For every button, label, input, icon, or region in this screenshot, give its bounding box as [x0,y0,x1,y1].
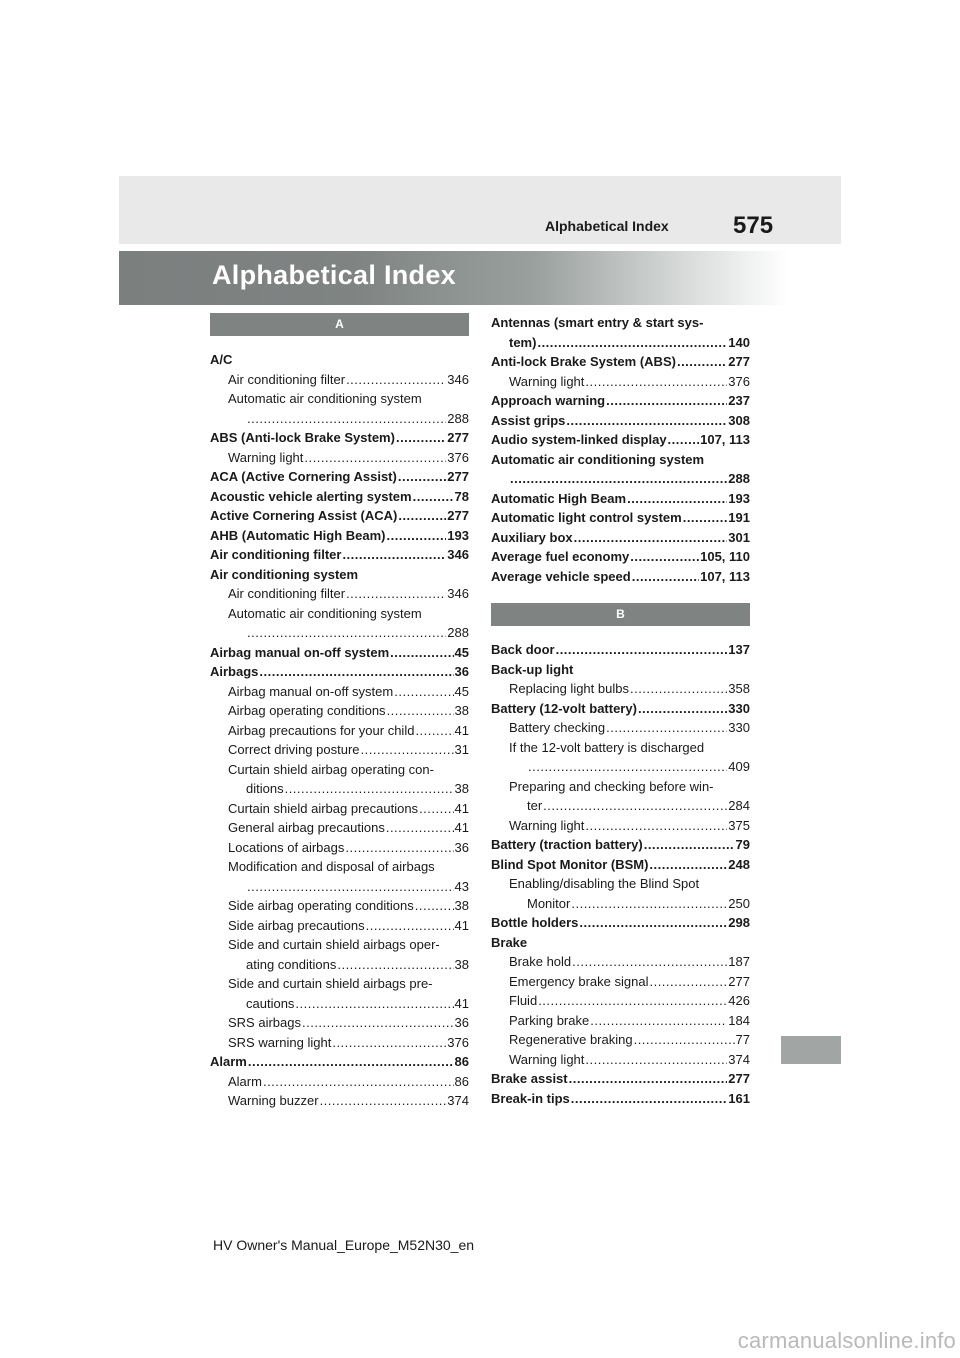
page-ref: 346 [447,371,469,387]
page-title: Alphabetical Index [212,260,456,290]
page-ref: 184 [728,1012,750,1028]
index-entry [210,721,469,741]
entry-text: Airbag operating conditions [228,703,386,718]
dot-leader [638,699,727,719]
dot-leader [571,1089,728,1109]
entry-text: Replacing light bulbs [509,681,629,696]
dot-leader [632,567,699,587]
page-ref: 237 [728,393,750,408]
index-entry [491,450,750,489]
dot-leader [398,467,446,487]
dot-leader [415,721,453,741]
index-entry [210,565,469,585]
entry-text: Air conditioning filter [210,547,342,562]
dot-leader [579,913,727,933]
dot-leader [390,643,453,663]
entry-text: Battery (12-volt battery) [491,700,637,716]
index-entry [491,391,750,411]
dot-leader [247,877,454,897]
dot-leader [537,333,727,353]
entry-text: Brake [491,934,528,950]
index-entry [491,777,750,816]
page-number: 575 [733,212,774,239]
page-ref: 193 [728,490,750,506]
dot-leader [386,818,454,838]
entry-text: Modification and disposal of airbags [228,859,435,874]
entry-text: Assist grips [491,412,566,428]
page-ref: 330 [728,700,750,716]
index-entry [491,547,750,567]
page-ref: 248 [728,856,750,872]
index-entry [491,489,750,509]
entry-text: Automatic air conditioning system [491,451,705,467]
dot-leader [677,352,727,372]
entry-text: Air conditioning filter [228,371,346,387]
entry-text: Side and curtain shield airbags pre- [228,976,433,991]
entry-text: Battery (traction battery) [491,837,643,852]
dot-leader [337,955,453,975]
dot-leader [394,682,453,702]
entry-text: ACA (Active Cornering Assist) [210,469,397,484]
page-ref: 250 [728,895,750,911]
index-entry [210,896,469,916]
entry-text: Airbags [210,664,259,679]
index-entry [491,430,750,450]
index-entry [491,816,750,836]
entry-text: Back-up light [491,661,574,677]
index-entry [210,857,469,896]
entry-text: Antennas (smart entry & start sys- [491,315,704,330]
page-ref: 277 [728,1071,750,1086]
entry-text: Side airbag operating conditions [228,898,414,913]
dot-leader [248,1052,454,1072]
entry-text: Bottle holders [491,915,579,930]
page-ref: 43 [454,878,469,894]
index-entry [210,506,469,526]
index-entry [210,584,469,604]
dot-leader [387,701,454,721]
entry-text: Side airbag precautions [228,917,365,933]
entry-text: Approach warning [491,393,606,408]
entry-text: Auxiliary box [491,529,573,545]
entry-text: Average vehicle speed [491,568,631,584]
page-ref: 79 [735,837,750,852]
index-entry [210,935,469,974]
page-ref: 137 [728,642,750,657]
page-ref: 36 [454,839,469,855]
dot-leader [510,469,727,489]
dot-leader [585,1050,727,1070]
page-ref: 374 [447,1093,469,1108]
entry-text: Acoustic vehicle alerting system [210,488,412,504]
dot-leader [285,779,454,799]
index-entry [491,640,750,660]
page-ref: 288 [447,625,469,640]
entry-text: Alarm [228,1073,262,1089]
index-entry [491,718,750,738]
entry-text: Brake assist [491,1071,568,1086]
page-ref: 161 [728,1090,750,1106]
page-ref: 45 [454,644,469,660]
entry-text: Audio system-linked display [491,432,667,447]
page-ref: 86 [454,1054,469,1069]
dot-leader [419,799,453,819]
page-ref: 41 [454,800,469,816]
dot-leader [247,409,446,429]
entry-text: Airbag manual on-off system [228,683,394,699]
page-ref: 38 [454,956,469,972]
section-header-a: A [210,313,469,336]
dot-leader [634,1030,735,1050]
dot-leader [528,757,727,777]
page-ref: 36 [454,1015,469,1030]
index-entry [210,701,469,721]
page-ref: 38 [454,703,469,718]
index-entry [210,916,469,936]
dot-leader [415,896,454,916]
entry-text: SRS warning light [228,1034,332,1050]
entry-text: Warning light [509,1051,585,1067]
index-entry [210,487,469,507]
entry-text: Automatic High Beam [491,490,627,506]
watermark: carmanualsonline.info [737,1328,956,1353]
index-entry [491,508,750,528]
entry-text: tem) [509,334,537,350]
index-entry [491,1030,750,1050]
page-ref: 426 [728,993,750,1008]
entry-text: Blind Spot Monitor (BSM) [491,856,649,872]
page-ref: 376 [447,1034,469,1050]
index-entry [210,662,469,682]
page-ref: 346 [447,586,469,601]
dot-leader [342,545,446,565]
page-ref: 298 [728,915,750,930]
dot-leader [649,855,727,875]
entry-text: Anti-lock Brake System (ABS) [491,354,676,369]
dot-leader [332,1033,446,1053]
dot-leader [543,796,727,816]
entry-text: Automatic air conditioning system [228,391,422,406]
entry-text: Side and curtain shield airbags oper- [228,937,440,952]
dot-leader [566,411,727,431]
index-entry [210,350,469,370]
index-entry [491,411,750,431]
entry-text: ditions [246,781,284,796]
page-ref: 38 [454,898,469,913]
page-ref: 36 [454,664,469,679]
page-ref: 78 [454,488,469,504]
index-entry [491,1011,750,1031]
dot-leader [644,835,735,855]
dot-leader [263,1072,454,1092]
index-entry [210,1072,469,1092]
page-ref: 301 [728,529,750,545]
index-entry [210,682,469,702]
dot-leader [627,489,727,509]
dot-leader [630,547,699,567]
section-header-b: B [491,603,750,626]
entry-text: If the 12-volt battery is discharged [509,739,705,755]
index-entry [210,1052,469,1072]
index-entry [491,567,750,587]
page-ref: 41 [454,722,469,738]
dot-leader [304,448,446,468]
page-ref: 330 [728,720,750,735]
dot-leader [396,428,446,448]
page-ref: 374 [728,1051,750,1067]
page-ref: 277 [728,973,750,989]
entry-text: Emergency brake signal [509,973,649,989]
dot-leader [590,1011,727,1031]
index-entry [491,991,750,1011]
entry-text: Warning buzzer [228,1093,319,1108]
entry-text: cautions [246,995,295,1011]
page-ref: 140 [728,334,750,350]
index-entry [491,1089,750,1109]
page-ref: 41 [454,820,469,835]
index-entry [210,818,469,838]
page-ref: 376 [728,373,750,389]
footer-text: HV Owner's Manual_Europe_M52N30_en [213,1237,475,1253]
dot-leader [259,662,453,682]
page-ref: 284 [728,798,750,813]
dot-leader [556,640,728,660]
index-entry [210,428,469,448]
dot-leader [683,508,728,528]
entry-text: Preparing and checking before win- [509,778,714,794]
dot-leader [346,584,446,604]
page-ref: 31 [454,742,469,757]
dot-leader [571,894,727,914]
entry-text: Automatic air conditioning system [228,605,422,621]
index-list-right [491,640,750,1108]
page-ref: 41 [454,917,469,933]
page-ref: 38 [454,781,469,796]
entry-text: Active Cornering Assist (ACA) [210,508,398,523]
entry-text: A/C [210,352,233,367]
dot-leader [387,526,447,546]
page-ref: 107, 113 [700,432,750,447]
index-entry [491,699,750,719]
running-header-label: Alphabetical Index [545,218,669,234]
entry-text: AHB (Automatic High Beam) [210,527,386,543]
page-ref: 187 [728,954,750,969]
index-entry [210,604,469,643]
index-entry [210,526,469,546]
entry-text: General airbag precautions [228,820,385,835]
entry-text: Enabling/disabling the Blind Spot [509,876,700,891]
dot-leader [413,487,454,507]
dot-leader [345,838,453,858]
page-ref: 41 [454,995,469,1011]
index-entry [491,933,750,953]
index-entry [210,448,469,468]
entry-text: Airbag manual on-off system [210,644,390,660]
page-ref: 409 [728,759,750,774]
entry-text: Automatic light control system [491,510,682,525]
dot-leader [398,506,446,526]
page-ref: 277 [447,430,469,445]
dot-leader [538,991,727,1011]
dot-leader [320,1091,447,1111]
entry-text: ABS (Anti-lock Brake System) [210,430,395,445]
dot-leader [585,816,727,836]
index-entry [491,372,750,392]
page-ref: 288 [728,471,750,486]
index-entry [491,855,750,875]
index-entry [210,799,469,819]
index-entry [210,370,469,390]
entry-text: Parking brake [509,1012,590,1028]
page-ref: 107, 113 [700,568,750,584]
index-entry [491,528,750,548]
dot-leader [569,1069,728,1089]
index-entry [210,389,469,428]
dot-leader [606,391,727,411]
page-ref: 376 [447,449,469,465]
dot-leader [630,679,727,699]
dot-leader [366,916,454,936]
index-entry [210,1013,469,1033]
left-column [210,313,469,1111]
index-entry [491,913,750,933]
entry-text: Warning light [509,817,585,833]
right-column [491,313,750,1108]
dot-leader [346,370,446,390]
page-ref: 277 [447,469,469,484]
index-entry [491,972,750,992]
entry-text: Air conditioning filter [228,586,346,601]
entry-text: Monitor [527,895,571,911]
dot-leader [302,1013,454,1033]
dot-leader [606,718,727,738]
page-ref: 77 [735,1032,750,1047]
page-ref: 308 [728,412,750,428]
entry-text: Warning light [228,449,304,465]
index-entry [210,643,469,663]
entry-text: Back door [491,642,555,657]
index-entry [210,1033,469,1053]
index-entry [491,1069,750,1089]
dot-leader [668,430,700,450]
index-entry [491,352,750,372]
entry-text: Curtain shield airbag precautions [228,800,419,816]
index-list-right-top [491,313,750,586]
entry-text: SRS airbags [228,1015,301,1030]
dot-leader [572,952,727,972]
index-entry [491,679,750,699]
page-ref: 193 [447,527,469,543]
entry-text: Break-in tips [491,1090,570,1106]
page-ref: 346 [447,547,469,562]
entry-text: Airbag precautions for your child [228,722,415,738]
index-entry [491,660,750,680]
entry-text: Average fuel economy [491,549,630,564]
entry-text: Locations of airbags [228,839,345,855]
page-ref: 375 [728,817,750,833]
entry-text: Brake hold [509,954,572,969]
dot-leader [649,972,727,992]
page-ref: 86 [454,1073,469,1089]
page-ref: 45 [454,683,469,699]
dot-leader [247,623,446,643]
dot-leader [295,994,453,1014]
page-ref: 277 [728,354,750,369]
page-ref: 191 [728,510,750,525]
index-entry [491,952,750,972]
index-entry [210,1091,469,1111]
page-ref: 358 [728,681,750,696]
dot-leader [585,372,727,392]
index-entry [210,974,469,1013]
entry-text: Correct driving posture [228,742,360,757]
index-entry [491,738,750,777]
index-entry [491,1050,750,1070]
dot-leader [574,528,728,548]
entry-text: Curtain shield airbag operating con- [228,761,434,777]
index-entry [210,467,469,487]
entry-text: Warning light [509,373,585,389]
dot-leader [361,740,454,760]
index-entry [210,545,469,565]
index-list-left [210,350,469,1111]
entry-text: ating conditions [246,956,337,972]
index-entry [491,835,750,855]
entry-text: Air conditioning system [210,566,359,582]
page-ref: 288 [447,410,469,426]
page-ref: 105, 110 [700,549,750,564]
entry-text: Alarm [210,1054,247,1069]
entry-text: Fluid [509,993,538,1008]
index-entry [210,838,469,858]
entry-text: ter [527,798,543,813]
index-entry [210,740,469,760]
index-entry [210,760,469,799]
index-entry [491,874,750,913]
page-ref: 277 [447,508,469,523]
entry-text: Battery checking [509,720,606,735]
chapter-tab [781,1036,841,1064]
index-entry [491,313,750,352]
entry-text: Regenerative braking [509,1032,633,1047]
